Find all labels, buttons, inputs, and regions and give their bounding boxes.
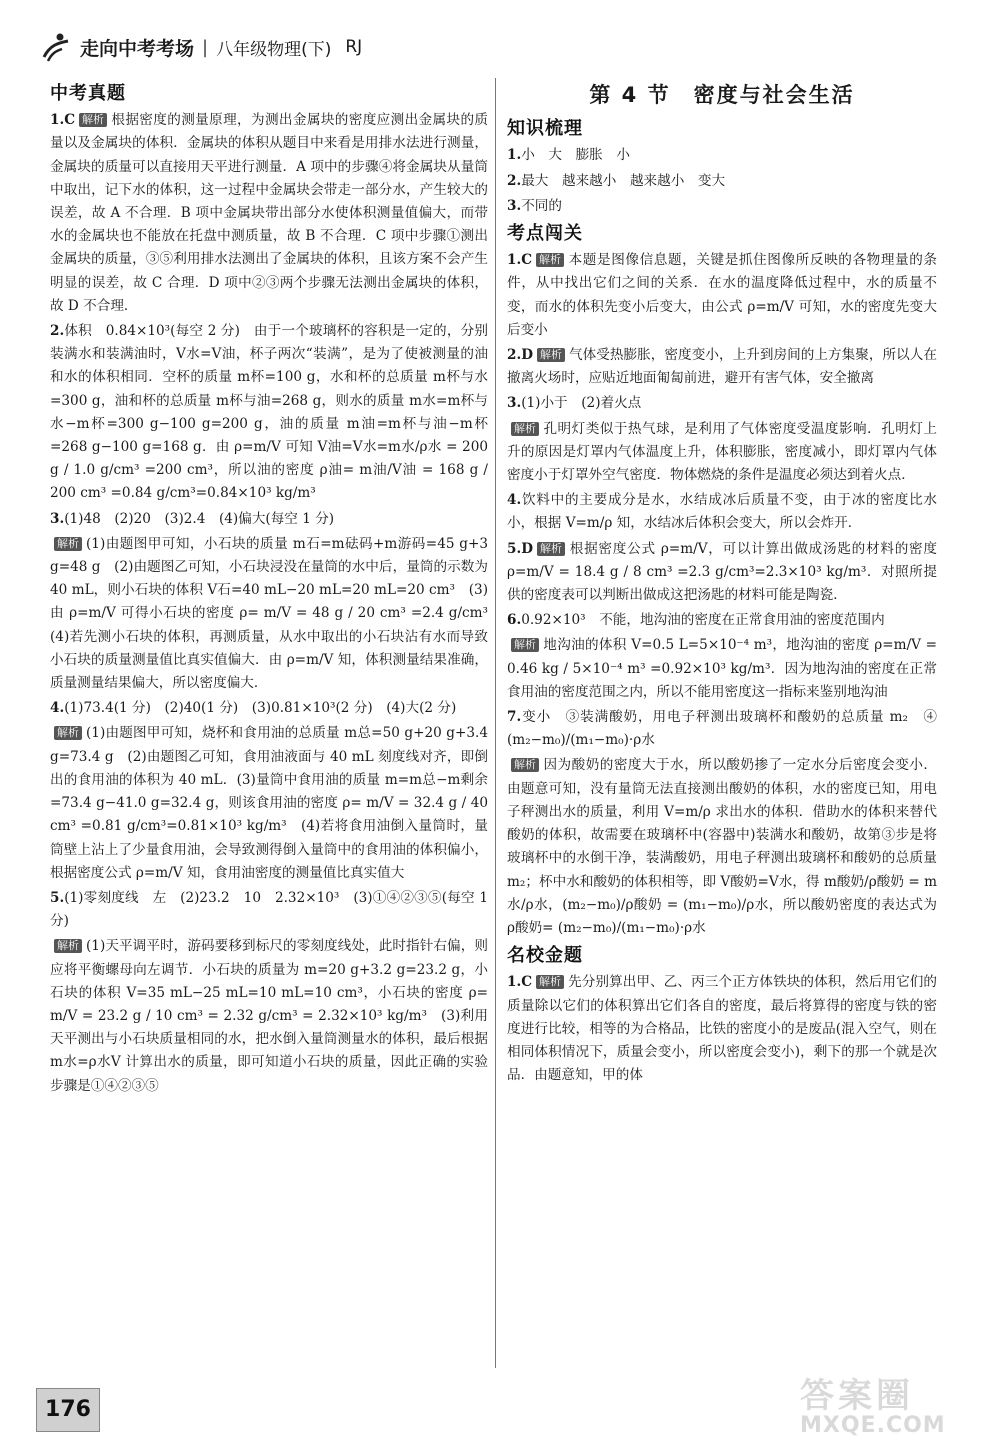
item-number: 3.: [507, 395, 522, 412]
section-title: 知识梳理: [507, 118, 583, 140]
item-number: 6.: [507, 612, 522, 629]
analysis-tag: 解析: [54, 537, 82, 551]
item-text: 气体受热膨胀，密度变小，上升到房间的上方集聚，所以人在撤离火场时，应贴近地面匍匐前进，避开有害气体，安全撤离: [507, 347, 937, 387]
answer-item: [507, 249, 937, 342]
item-text: 饮料中的主要成分是水，水结成冰后质量不变，由于冰的密度比水小，根据 V=m/ρ 知，水结冰后体积会变大，所以会炸开．: [507, 492, 937, 532]
item-number: 3.: [50, 510, 65, 527]
item-text: (1)零刻度线 左 (2)23.2 10 2.32×10³ (3)①④②③⑤(每空 1 分): [50, 889, 488, 930]
analysis-tag: 解析: [54, 939, 82, 953]
analysis-tag: 解析: [79, 113, 107, 127]
item-text: 本题是图像信息题，关键是抓住图像所反映的各物理量的条件，从中找出它们之间的关系．在水的温度降低过程中，水的质量不变，而水的体积先变小后变大，由公式 ρ=m/V 可知，水的密度先变大后变小: [507, 252, 937, 338]
section-title: 名校金题: [507, 945, 583, 967]
item-number: 1.C: [507, 252, 533, 269]
section-title: 中考真题: [50, 83, 126, 104]
column-divider: [495, 78, 496, 1368]
item-number: 2.D: [507, 347, 533, 364]
answer-item: [507, 538, 937, 608]
header-separator: |: [202, 36, 209, 58]
answer-item: [50, 887, 488, 933]
item-text: 不同的: [521, 197, 562, 214]
answer-item: [50, 533, 502, 695]
answer-item: [507, 195, 937, 218]
right-column: [507, 78, 937, 1089]
item-text: (1)73.4(1 分) (2)40(1 分) (3)0.81×10³(2 分) (4)大(2 分): [64, 700, 457, 717]
watermark-url: MXQE.COM: [800, 1413, 946, 1438]
item-text: 0.92×10³ 不能，地沟油的密度在正常食用油的密度范围内: [521, 612, 885, 629]
item-text: (1)由题图甲可知，烧杯和食用油的总质量 m总=50 g+20 g+3.4 g=73.4 g (2)由题图乙可知，食用油液面与 40 mL 刻度线对齐，即倒出的食用油的体积为 40 mL．(3)量筒中食用油的质量 m=m总−m剩余=73.4 g−41.0 g=32.4 g，则该食用油的密度 ρ= m/V = 32.4 g / 40 cm³ =0.81 g/cm³=0.81×10³ kg/m³ (4)若将食用油倒入量筒时，量筒壁上沾上了少量食用油，会导致测得倒入量筒中的食用油的体积偏小，根据密度公式 ρ=m/V 知，食用油密度的测量值比真实值大: [50, 725, 488, 881]
item-text: 先分别算出甲、乙、丙三个正方体铁块的体积，然后用它们的质量除以它们的体积算出它们各自的密度，最后将算得的密度与铁的密度进行比较，相等的为合格品，比铁的密度小的是废品(混入空气，则在相同体积情况下，质量会变小，所以密度会变小)，剩下的那一个就是次品．由题意知，甲的体: [507, 974, 937, 1084]
answer-item: [507, 754, 937, 940]
answer-item: [507, 634, 937, 704]
answer-item: [50, 722, 488, 884]
item-number: 7.: [507, 709, 522, 726]
item-text: 变小 ③装满酸奶，用电子秤测出玻璃杯和酸奶的总质量 m₂ ④ (m₂−m₀)/(m₁−m₀)·ρ水: [507, 709, 937, 749]
analysis-tag: 解析: [537, 348, 565, 362]
analysis-tag: 解析: [536, 975, 564, 989]
answer-item: [50, 109, 488, 318]
analysis-tag: 解析: [536, 253, 564, 267]
page-number: 176: [36, 1388, 100, 1432]
item-number: 3.: [507, 197, 522, 214]
item-number: 1.C: [507, 974, 533, 991]
item-number: 2.: [50, 323, 65, 340]
answer-item: [507, 706, 937, 752]
item-text: 小 大 膨胀 小: [521, 147, 630, 164]
analysis-tag: 解析: [511, 758, 539, 772]
item-text: 根据密度的测量原理，为测出金属块的密度应测出金属块的质量以及金属块的体积．金属块的体积从题目中来看是用排水法进行测量，金属块的质量可以直接用天平进行测量．A 项中的步骤④将金属块从量筒中取出，记下水的体积，这一过程中金属块会带走一部分水，产生较大的误差，故 A 不合理．B 项中金属块带出部分水使体积测量值偏大，而带水的金属块也不能放在托盘中测质量，故 B 不合理．C 项中步骤①测出金属块的质量，③⑤利用排水法测出了金属块的体积，且该方案不会产生明显的误差，故 C 合理．D 项中②③两个步骤无法测出金属块的体积，故 D 不合理．: [50, 112, 488, 314]
item-text: (1)由题图甲可知，小石块的质量 m石=m砝码+m游码=45 g+3 g=48 g (2)由题图乙可知，小石块浸没在量筒的水中后，量筒的示数为 40 mL，则小石块的体积 V石=40 mL−20 mL=20 mL=20 cm³ (3)由 ρ=m/V 可得小石块的密度 ρ= m/V = 48 g / 20 cm³ =2.4 g/cm³ (4)若先测小石块的体积，再测质量，从水中取出的小石块沾有水而导致小石块的质量测量值比真实值偏大．由 ρ=m/V 知，体积测量结果准确，质量测量结果偏大，所以密度偏大．: [50, 535, 502, 692]
item-number: 5.: [50, 889, 65, 906]
answer-item: [507, 392, 937, 415]
answer-item: [507, 489, 937, 535]
analysis-tag: 解析: [537, 542, 565, 556]
answer-item: [507, 418, 937, 488]
item-number: 2.: [507, 172, 522, 189]
chapter-title: 第 4 节 密度与社会生活: [589, 83, 855, 107]
item-number: 4.: [50, 700, 65, 717]
item-number: 1.: [507, 147, 522, 164]
jump-figure-logo-icon: [40, 31, 72, 63]
answer-item: [50, 508, 488, 531]
series-name: 走向中考考场: [80, 37, 195, 60]
item-text: 地沟油的体积 V=0.5 L=5×10⁻⁴ m³，地沟油的密度 ρ=m/V = 0.46 kg / 5×10⁻⁴ m³ =0.92×10³ kg/m³．因为地沟油的密度在正常食用油的密度范围之内，所以不能用密度这一指标来鉴别地沟油: [507, 637, 937, 700]
grade-subject: 八年级物理(下): [216, 39, 332, 60]
item-text: (1)小于 (2)着火点: [521, 395, 642, 412]
answer-item: [50, 935, 488, 1097]
section-list: [507, 117, 937, 1087]
item-text: 孔明灯类似于热气球，是利用了气体密度受温度影响．孔明灯上升的原因是灯罩内气体温度上升，体积膨胀，密度减小，即灯罩内气体密度小于灯罩外空气密度．物体燃烧的条件是温度必须达到着火点．: [507, 420, 937, 484]
item-text: 最大 越来越小 越来越小 变大: [521, 172, 726, 189]
item-number: 4.: [507, 492, 522, 509]
answer-item: [507, 170, 937, 193]
item-text: 根据密度公式 ρ=m/V，可以计算出做成汤匙的材料的密度 ρ=m/V = 18.4 g / 8 cm³ =2.3 g/cm³=2.3×10³ kg/m³．对照所提供的密度表可以判断出做成这把汤匙的材料可能是陶瓷．: [507, 540, 937, 604]
left-column: [50, 78, 502, 1100]
edition-label: RJ: [345, 37, 363, 57]
analysis-tag: 解析: [511, 422, 539, 436]
answer-item: [50, 697, 488, 720]
analysis-tag: 解析: [54, 726, 82, 740]
item-number: 5.D: [507, 540, 533, 557]
item-text: (1)48 (2)20 (3)2.4 (4)偏大(每空 1 分): [64, 510, 335, 527]
answer-item: [507, 971, 937, 1087]
watermark: [800, 1368, 990, 1438]
answer-item: [50, 320, 488, 506]
analysis-tag: 解析: [511, 638, 539, 652]
section-title: 考点闯关: [507, 223, 583, 245]
item-text: 体积 0.84×10³(每空 2 分) 由于一个玻璃杯的容积是一定的，分别装满水和装满油时，V水=V油，杯子两次“装满”，是为了使被测量的油和水的体积相同．空杯的质量 m杯=100 g，水和杯的总质量 m杯与水=300 g，油和杯的总质量 m杯与油=268 g，则水的质量 m水=m杯与水−m杯=300 g−100 g=200 g，油的质量 m油=m杯与油−m杯=268 g−100 g=168 g．由 ρ=m/V 可知 V油=V水=m水/ρ水 = 200 g / 1.0 g/cm³ =200 cm³，所以油的密度 ρ油= m油/V油 = 168 g / 200 cm³ =0.84 g/cm³=0.84×10³ kg/m³: [50, 323, 488, 502]
item-number: 1.C: [50, 112, 76, 129]
answer-item: [507, 609, 937, 632]
page-header: [40, 30, 480, 64]
answer-item: [507, 144, 937, 167]
answer-list: [50, 109, 502, 1098]
item-text: 因为酸奶的密度大于水，所以酸奶掺了一定水分后密度会变小．由题意可知，没有量筒无法直接测出酸奶的体积，水的密度已知，用电子秤测出水的质量，利用 V=m/ρ 求出水的体积．借助水的体积来替代酸奶的体积，故需要在玻璃杯中(容器中)装满水和酸奶，故第③步是将玻璃杯中的水倒干净，装满酸奶，用电子秤测出玻璃杯和酸奶的总质量 m₂；杯中水和酸奶的体积相等，即 V酸奶=V水，得 m酸奶/ρ酸奶 = m水/ρ水，(m₂−m₀)/ρ酸奶 = (m₁−m₀)/ρ水，所以酸奶密度的表达式为 ρ酸奶= (m₂−m₀)/(m₁−m₀)·ρ水: [507, 757, 937, 936]
watermark-logo: 答案圈: [800, 1376, 914, 1416]
answer-item: [507, 344, 937, 390]
item-text: (1)天平调平时，游码要移到标尺的零刻度线处，此时指针右偏，则应将平衡螺母向左调节．小石块的质量为 m=20 g+3.2 g=23.2 g，小石块的体积 V=35 mL−25 mL=10 mL=10 cm³，小石块的密度 ρ= m/V = 23.2 g / 10 cm³ = 2.32 g/cm³ = 2.32×10³ kg/m³ (3)利用天平测出与小石块质量相同的水，把水倒入量筒测量水的体积，最后根据 m水=ρ水V 计算出水的质量，即可知道小石块的质量，因此正确的实验步骤是①④②③⑤: [50, 938, 488, 1094]
